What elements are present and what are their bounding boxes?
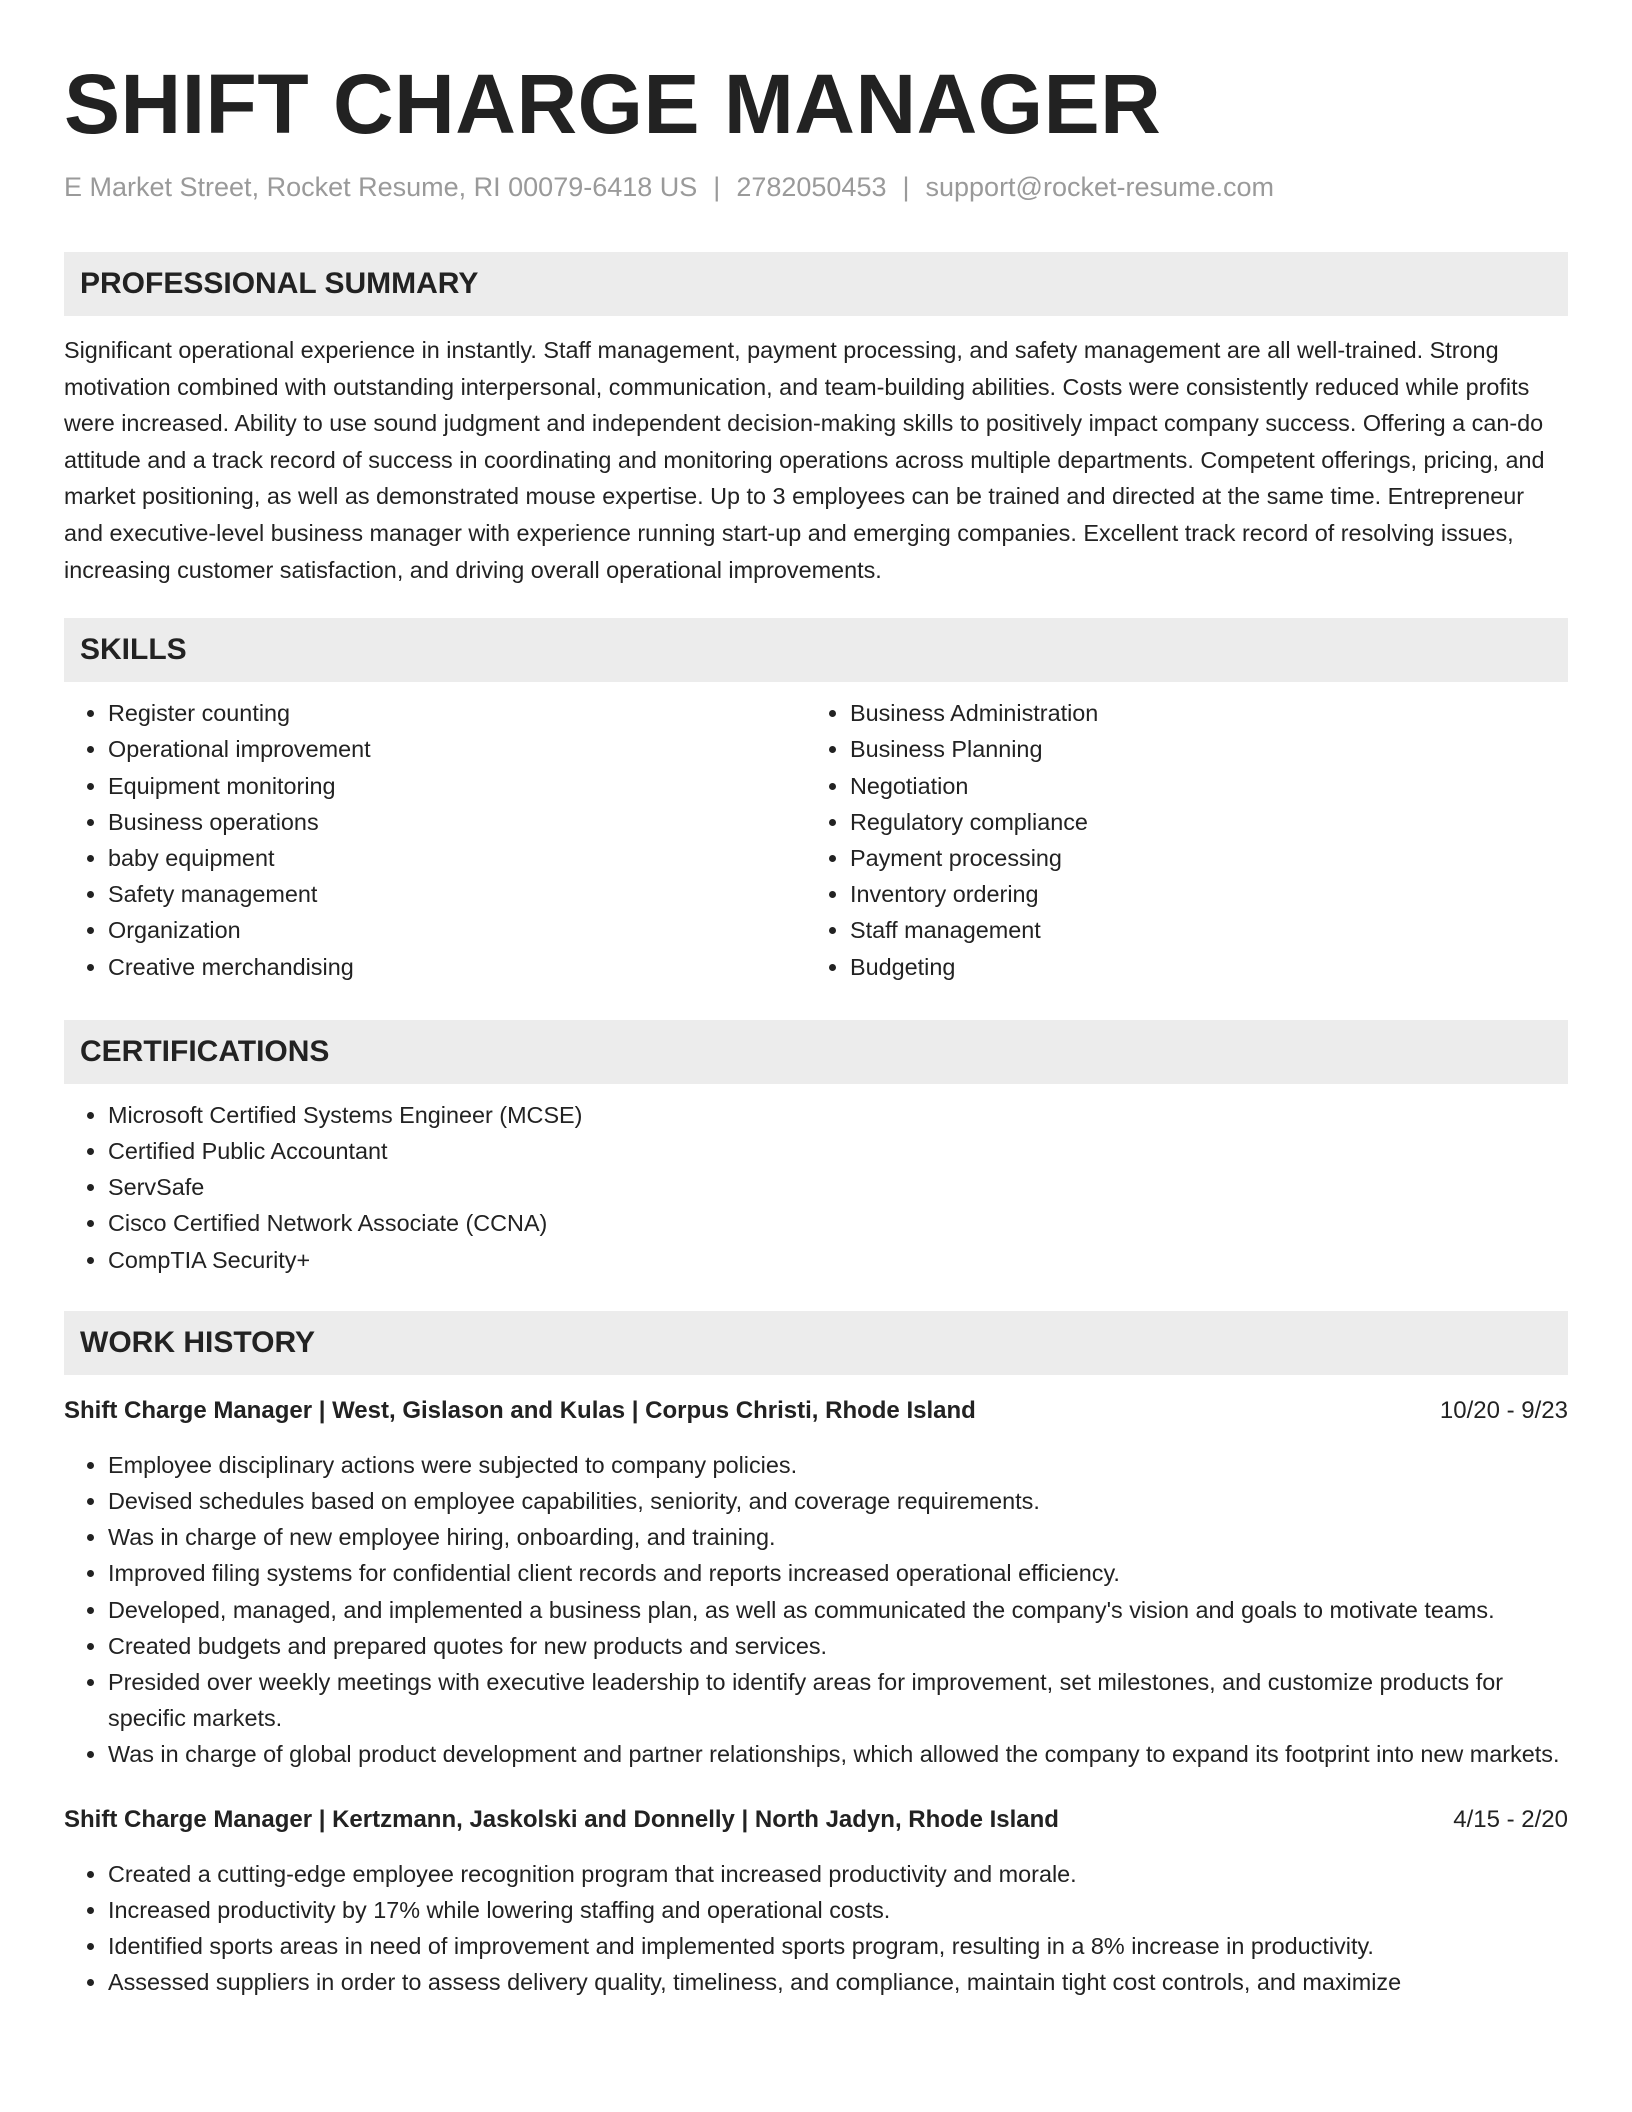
contact-email[interactable]: support@rocket-resume.com	[925, 172, 1275, 202]
job-bullet: • Presided over weekly meetings with executive leadership to identify areas for improvement, set milestones, and customize products for specific markets.	[108, 1664, 1568, 1736]
skill-item: • Staff management	[850, 912, 1548, 948]
job-header	[64, 1394, 1568, 1428]
certification-item: • ServSafe	[108, 1169, 1568, 1205]
skill-item: • Negotiation	[850, 768, 1548, 804]
certification-item: • CompTIA Security+	[108, 1242, 1568, 1278]
skill-item: • Organization	[108, 912, 806, 948]
summary-heading: PROFESSIONAL SUMMARY	[64, 252, 1568, 316]
job-title: Shift Charge Manager | West, Gislason and Kulas | Corpus Christi, Rhode Island	[64, 1396, 976, 1424]
certification-item: • Cisco Certified Network Associate (CCNA)	[108, 1205, 1568, 1241]
job-bullet: • Created a cutting-edge employee recognition program that increased productivity and morale.	[108, 1856, 1568, 1892]
candidate-name: SHIFT CHARGE MANAGER	[64, 57, 1162, 151]
skill-item: • Regulatory compliance	[850, 804, 1548, 840]
job-bullet: • Created budgets and prepared quotes for new products and services.	[108, 1628, 1568, 1664]
contact-phone: 2782050453	[736, 172, 887, 202]
skill-item: • Business Planning	[850, 731, 1548, 767]
job-bullet: • Was in charge of global product development and partner relationships, which allowed the company to expand its footprint into new markets.	[108, 1736, 1568, 1772]
certifications-list	[64, 1097, 1568, 1278]
contact-address: E Market Street, Rocket Resume, RI 00079-6418 US	[64, 172, 698, 202]
skill-item: • baby equipment	[108, 840, 806, 876]
contact-separator: |	[902, 172, 910, 202]
skills-column-left	[64, 695, 806, 985]
job-bullet: • Assessed suppliers in order to assess delivery quality, timeliness, and compliance, maintain tight cost controls, and maximize	[108, 1964, 1568, 2000]
skill-item: • Budgeting	[850, 949, 1548, 985]
skill-item: • Business operations	[108, 804, 806, 840]
skill-item: • Creative merchandising	[108, 949, 806, 985]
summary-text: Significant operational experience in instantly. Staff management, payment processing, and safety management are all well-trained. Strong motivation combined with outstanding interpersonal, communication, and team-building abilities. Costs were consistently reduced while profits were increased. Ability to use sound judgment and independent decision-making skills to positively impact company success. Offering a can-do attitude and a track record of success in coordinating and monitoring operations across multiple departments. Competent offerings, pricing, and market positioning, as well as demonstrated mouse expertise. Up to 3 employees can be trained and directed at the same time. Entrepreneur and executive-level business manager with experience running start-up and emerging companies. Excellent track record of resolving issues, increasing customer satisfaction, and driving overall operational improvements.	[64, 337, 1545, 583]
skills-heading: SKILLS	[64, 618, 1568, 682]
skill-item: • Register counting	[108, 695, 806, 731]
certifications-heading: CERTIFICATIONS	[64, 1020, 1568, 1084]
job-entry	[64, 1803, 1568, 2001]
job-bullet: • Was in charge of new employee hiring, onboarding, and training.	[108, 1519, 1568, 1555]
skill-item: • Business Administration	[850, 695, 1548, 731]
skill-item: • Safety management	[108, 876, 806, 912]
job-bullet: • Identified sports areas in need of improvement and implemented sports program, resulting in a 8% increase in productivity.	[108, 1928, 1568, 1964]
job-title: Shift Charge Manager | Kertzmann, Jaskolski and Donnelly | North Jadyn, Rhode Island	[64, 1805, 1059, 1833]
skill-item: • Inventory ordering	[850, 876, 1548, 912]
job-header	[64, 1803, 1568, 1837]
work-history-heading: WORK HISTORY	[64, 1311, 1568, 1375]
contact-line	[64, 170, 1568, 204]
skill-item: • Operational improvement	[108, 731, 806, 767]
job-bullets	[64, 1856, 1568, 2001]
skill-item: • Payment processing	[850, 840, 1548, 876]
job-bullet: • Employee disciplinary actions were subjected to company policies.	[108, 1447, 1568, 1483]
job-entry	[64, 1394, 1568, 1773]
skill-item: • Equipment monitoring	[108, 768, 806, 804]
job-dates: 10/20 - 9/23	[1439, 1396, 1568, 1424]
job-bullet: • Devised schedules based on employee capabilities, seniority, and coverage requirements.	[108, 1483, 1568, 1519]
job-bullet: • Improved filing systems for confidential client records and reports increased operational efficiency.	[108, 1555, 1568, 1591]
certification-item: • Microsoft Certified Systems Engineer (MCSE)	[108, 1097, 1568, 1133]
certification-item: • Certified Public Accountant	[108, 1133, 1568, 1169]
job-bullets	[64, 1447, 1568, 1773]
job-bullet: • Increased productivity by 17% while lowering staffing and operational costs.	[108, 1892, 1568, 1928]
job-dates: 4/15 - 2/20	[1453, 1805, 1568, 1833]
contact-separator: |	[713, 172, 721, 202]
skills-column-right	[806, 695, 1548, 985]
skills-list	[64, 695, 1568, 985]
job-bullet: • Developed, managed, and implemented a business plan, as well as communicated the company's vision and goals to motivate teams.	[108, 1592, 1568, 1628]
